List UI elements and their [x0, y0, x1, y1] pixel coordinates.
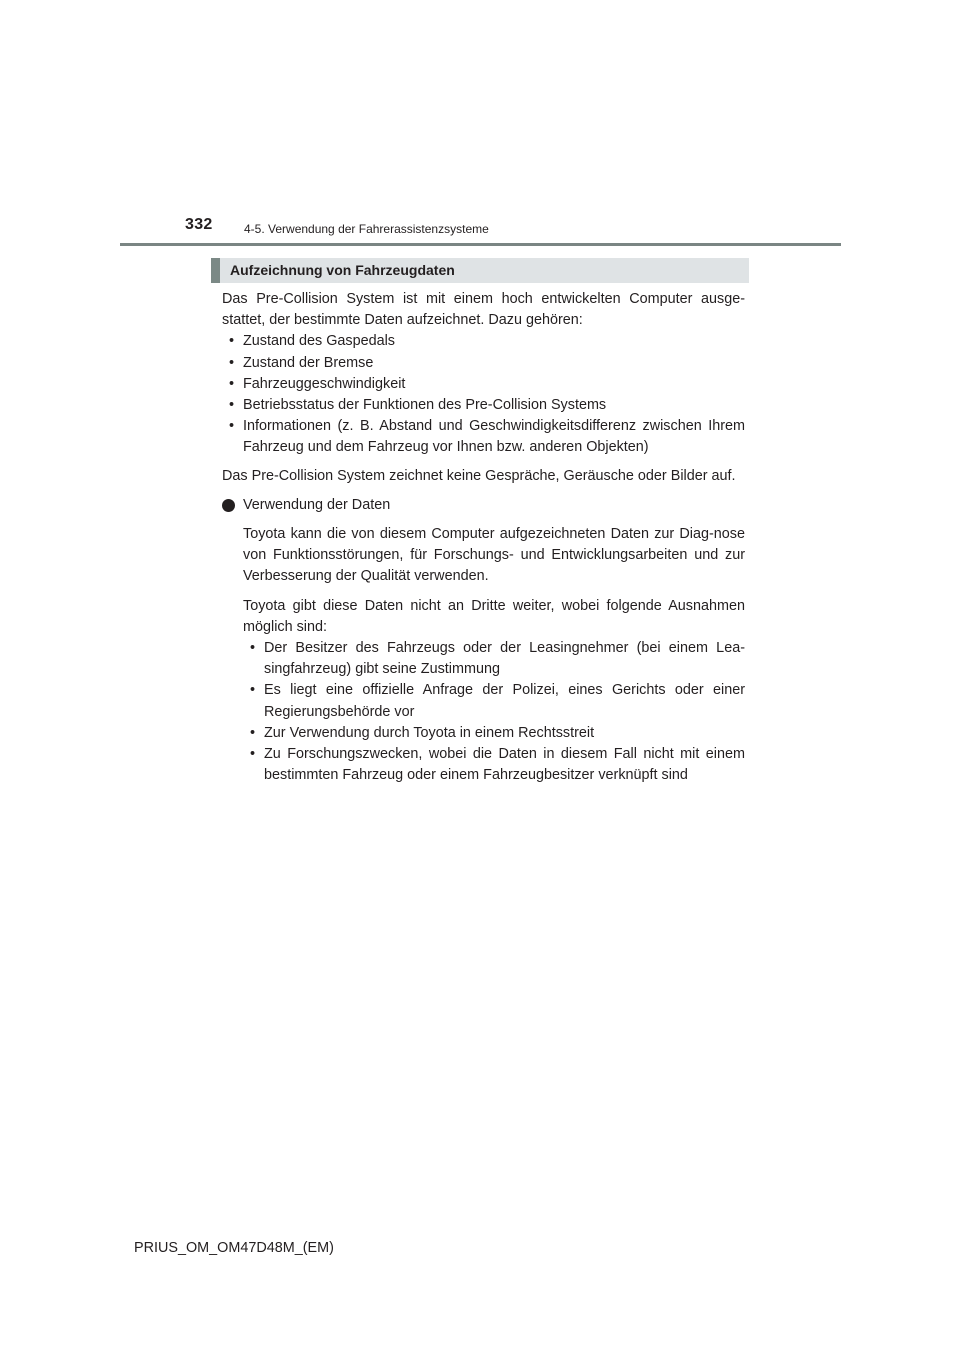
header-divider [120, 243, 841, 246]
recorded-data-list [222, 331, 745, 458]
list-item: • Zur Verwendung durch Toyota in einem Rechtsstreit [243, 723, 745, 744]
data-use-paragraph: Toyota kann die von diesem Computer aufgezeichneten Daten zur Diag-nose von Funktionsstörungen, für Forschungs- und Entwicklungsarbeiten und zur Verbesserung der Qualität verwenden. [243, 526, 745, 585]
list-item: • Zustand des Gaspedals [222, 331, 745, 352]
list-item: • Fahrzeuggeschwindigkeit [222, 374, 745, 395]
data-use-title: Verwendung der Daten [243, 496, 391, 513]
exceptions-list [243, 638, 745, 786]
list-item: • Informationen (z. B. Abstand und Geschwindigkeitsdifferenz zwischen Ihrem Fahrzeug und dem Fahrzeug vor Ihnen bzw. anderen Objekten) [222, 416, 745, 458]
list-item: • Der Besitzer des Fahrzeugs oder der Leasingnehmer (bei einem Lea-singfahrzeug) gibt seine Zustimmung [243, 638, 745, 680]
list-item: • Zustand der Bremse [222, 353, 745, 374]
no-record-note: Das Pre-Collision System zeichnet keine Gespräche, Geräusche oder Bilder auf. [222, 467, 736, 484]
footer-code: PRIUS_OM_OM47D48M_(EM) [134, 1240, 334, 1256]
list-item: • Zu Forschungszwecken, wobei die Daten in diesem Fall nicht mit einem bestimmten Fahrzeug oder einem Fahrzeugbesitzer verknüpft sind [243, 744, 745, 786]
page-content [222, 289, 745, 786]
filled-circle-icon [222, 499, 235, 512]
section-title: 4-5. Verwendung der Fahrerassistenzsysteme [244, 222, 489, 236]
intro-paragraph: Das Pre-Collision System ist mit einem hoch entwickelten Computer ausge-stattet, der bestimmte Daten aufzeichnet. Dazu gehören: [222, 291, 745, 329]
third-party-paragraph: Toyota gibt diese Daten nicht an Dritte weiter, wobei folgende Ausnahmen möglich sind: [243, 597, 745, 635]
list-item: • Betriebsstatus der Funktionen des Pre-Collision Systems [222, 395, 745, 416]
data-use-item [222, 495, 745, 516]
data-use-body [222, 524, 745, 786]
list-item: • Es liegt eine offizielle Anfrage der Polizei, eines Gerichts oder einer Regierungsbehörde vor [243, 680, 745, 722]
section-heading: Aufzeichnung von Fahrzeugdaten [211, 258, 749, 283]
page-number: 332 [185, 216, 213, 233]
